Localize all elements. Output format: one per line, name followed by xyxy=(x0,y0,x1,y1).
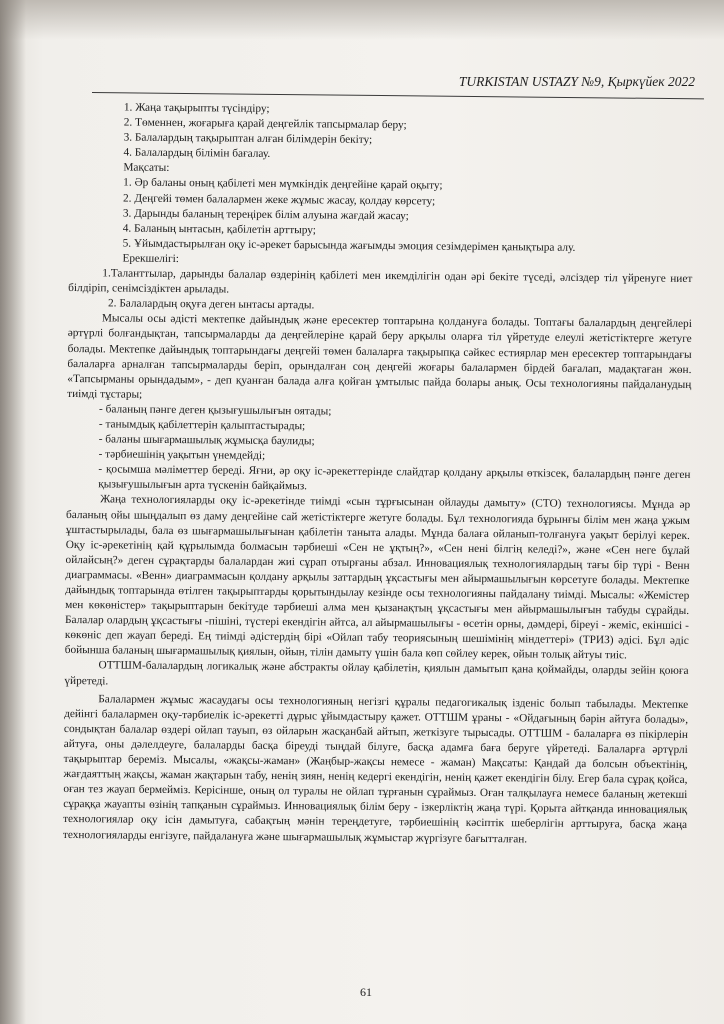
benefit-item: - баланы шығармашылық жұмысқа баулиды; xyxy=(98,433,315,448)
benefit-item: - танымдық қабілеттерін қалыптастырады; xyxy=(98,418,306,433)
task-item: 4. Балалардың білімін бағалау. xyxy=(123,146,271,161)
page-number: 61 xyxy=(360,985,372,999)
goal-item: 4. Баланың ынтасын, қабілетін арттыру; xyxy=(122,222,317,237)
method-paragraph: Мысалы осы әдісті мектепке дайындық және ересектер топтарына қолдануға болады. Топтағы балалардың деңгейлері әртүрлі болғандықтан, тапсырмаларды да деңгейлеріне қарай беру арқылы оларға тіл үйретуде елеулі жетістіктерге жетуге болады. Мектепке дайындық топтарындағы деңгейі төмен балаларға тақырыпқа сәйкес естиярлар мен ересектер топтарындағы балаларға арналған тапсырмаларды беріп, орындалған соң деңгейі жоғары балалармен бірдей бағалап, мадақтаған жөн. «Тапсырманы орындадым», - деп қуанған балада алға қойған ұмтылыс пайда болары анық. Осы технологияны пайдаланудың тиімді тұстары; xyxy=(67,312,692,401)
goal-item: 5. Ұйымдастырылған оқу іс-әрекет барысында жағымды эмоция сезімдерімен қанықтыра алу. xyxy=(122,237,576,254)
features-heading: Ерекшелігі: xyxy=(122,252,179,265)
task-item: 1. Жаңа тақырыпты түсіндіру; xyxy=(123,101,270,115)
goal-item: 1. Әр баланы оның қабілеті мен мүмкіндік деңгейіне қарай оқыту; xyxy=(123,176,443,193)
task-item: 2. Төменнен, жоғарыға қарай деңгейлік тапсырмалар беру; xyxy=(123,116,407,132)
benefit-item: - тәрбиешінің уақытын үнемдейді; xyxy=(98,448,266,463)
goal-item: 2. Деңгейі төмен балалармен жеке жұмыс жасау, қолдау көрсету; xyxy=(123,192,436,208)
scan-shadow-top xyxy=(0,0,724,40)
task-item: 3. Балалардың тақырыптан алған білімдерін бекіту; xyxy=(123,131,373,147)
scan-shadow-left xyxy=(0,0,26,1024)
goal-item: 3. Дарынды баланың тереңірек білім алуына жағдай жасау; xyxy=(122,207,409,222)
article-body xyxy=(63,100,694,849)
feature-item: 2. Балалардың оқуға деген ынтасы артады. xyxy=(107,297,315,312)
benefit-item: - баланың пәнге деген қызығушылығын оятады; xyxy=(98,403,332,418)
header-rule xyxy=(92,92,704,99)
ottshm-paragraph: ОТТШМ-балалардың логикалық және абстракты ойлау қабілетін, қиялын дамытып қана қоймайды, оларды зейін қоюға үйретеді. xyxy=(64,659,689,687)
sto-paragraph: Жаңа технологияларды оқу іс-әрекетінде тиімді «сын тұрғысынан ойлауды дамыту» (СТО) технологиясы. Мұнда әр баланың ойы шыңдалып өз даму деңгейіне сай жетістіктерге жетуге болады. Бұл технологияда бұрынғы білім мен жаңа ұжым ұштастырылады, бала өз шығармашылығынан қабілетін таныта алады. Мұнда балаға ойланып-толғануға уақыт берілуі керек. Оқу іс-әрекетінің қай құрылымда болмасын тәрбиеші «Сен не ұқтың?», «Сен нені білгің келеді?», және «Сен неге бұлай ойлайсың?» деген сұрақтарды балалардан жиі сұрап отырғаны абзал. Инновациялық технологиялардың тағы бір түрі - Венн диаграммасы. «Венн» диаграммасын қолдану арқылы заттардың ұқсастығы мен айырмашылығын көрсетуге болады. Мектепке дайындық топтарында өтілген тақырыптарды қорытындылау кезінде осы технологияны пайдалану тиімді. Мысалы: «Жемістер мен көкөністер» тақырыптарын бекітуде тәрбиеші алма мен қызанақтың ұқсастығы мен айырмашылығын табуды сұрайды. Балалар олардың ұқсастығы -пішіні, түстері екендігін айтса, ал айырмашылығы - өсетін орны, дәмдері, біреуі - жеміс, екіншісі - көкөніс деп жауап береді. Ең тиімді әдістердің бірі «Ойлап табу теориясының шешімінің міндеттері» (ТРИЗ) әдісі. Бұл әдіс бойынша баланың шығармашылық қиялын, ойын, тілін дамыту үшін бала көп сөйлеу керек, ойын толық айтуы тиіс. xyxy=(64,493,691,662)
running-header: TURKISTAN USTAZY №9, Қыркүйек 2022 xyxy=(458,74,695,89)
final-paragraph: Балалармен жұмыс жасаудағы осы технологияның негізгі құралы педагогикалық ізденіс болып табылады. Мектепке дейінгі балалармен оқу-тәрбиелік іс-әрекетті дұрыс ұйымдастыру қажет. ОТТШМ ұраны - «Ойдағының бәрін айтуға болады», сондықтан балалар өздері ойлап тауып, өз ойларын жасқанбай айтып, жеткізуге тырысады. ОТТШМ - балаларға өз пікірлерін айтуға, оны дәлелдеуге, балаларды басқа біреуді тыңдай білуге, басқа адамға баға беруге үйретеді. Балаларға әртүрлі тақырыптар береміз. Мысалы, «жақсы-жаман» (Жаңбыр-жақсы немесе - жаман) Мақсаты: Қандай да болсын объектінің, жағдаяттың жақсы, жаман жақтарын табу, ненің зиян, ненің кедергі екендігін, ненің қажет екендігін білу. Егер бала сұрақ қойса, оған тез жауап бермейміз. Керісінше, оның ол туралы не ойлап тұрғанын сұраймыз. Оған талқылауға немесе баланың жетекші сұраққа жауапты өзінің тапқанын сұраймыз. Инновациялық білім беру - ізкерліктің жаңа түрі. Қорыта айтқанда инновациялық технологиялар оқу ісін дамытуға, сабақтың мәнін тереңдетуге, тәрбиешінің кәсіптік шеберлігін арттыруға, басқа жаңа технологияларды енгізуге, пайдалануға және шығармашылық жұмыстар жүргізуге бағытталған. xyxy=(62,692,689,845)
benefit-item: - қосымша мәліметтер береді. Яғни, әр оқу іс-әрекеттерінде слайдтар қолдану арқылы өткізсек, балалардың пәнге деген қызығушылығын арта түскенін байқаймыз. xyxy=(98,463,691,493)
goals-heading: Мақсаты: xyxy=(123,161,170,175)
feature-item: 1.Таланттылар, дарынды балалар өздерінің қабілеті мен икемділігін одан әрі бекіте түседі, әлсіздер тіл үйренуге ниет білдіріп, сенімсіздіктен арылады. xyxy=(68,267,693,296)
